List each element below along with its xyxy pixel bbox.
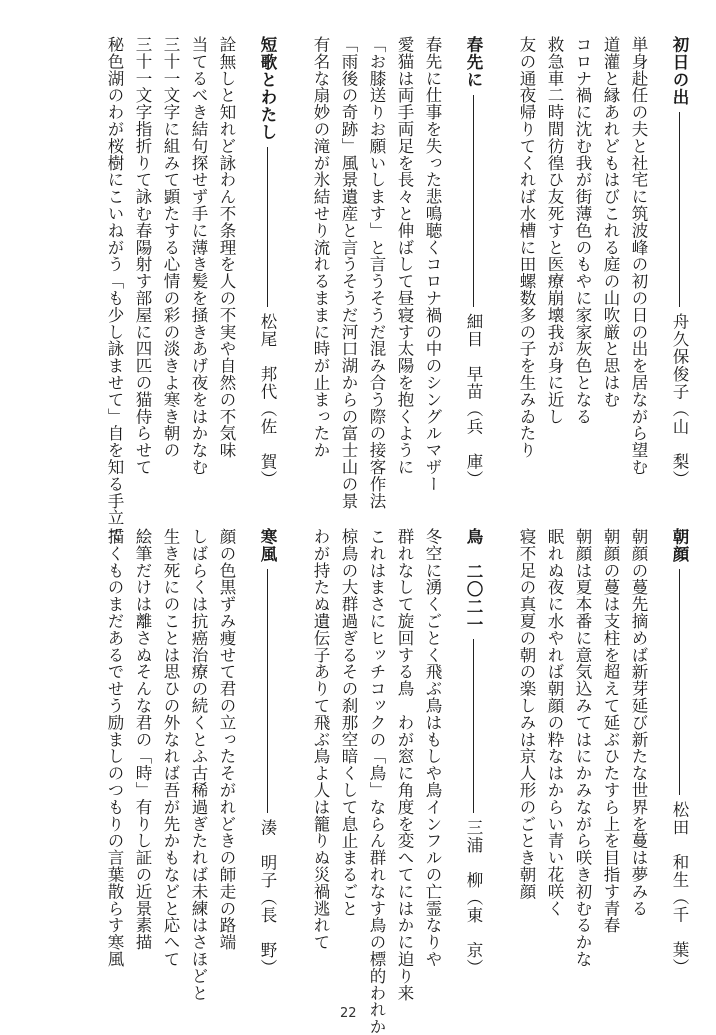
section-header	[460, 36, 486, 488]
poem-line: 生き死にのことは思ひの外なれば吾が先かもなどと応へて	[161, 528, 180, 968]
poem-line: 有名な扇妙の滝が氷結せり流れるままに時が止まったか	[311, 36, 330, 459]
section-title: 春先に	[464, 36, 483, 89]
section-header	[666, 528, 692, 976]
poem-line: 眠れぬ夜に水やれば朝顔の粋なはからい青い花咲く	[545, 528, 564, 917]
poem-line: 友の通夜帰りてくれば水槽に田螺数多の子を生みゐたり	[517, 36, 536, 459]
author-name: 細目 早苗（兵 庫）	[464, 313, 483, 488]
title-dash	[473, 639, 474, 813]
section-title: 寒風	[258, 528, 277, 563]
poem-line: 群れなして旋回する鳥 わが窓に角度を変へてにはかに迫り来	[395, 528, 414, 1002]
author-name: 湊 明子（長 野）	[258, 818, 277, 976]
poem-line: 顔の色黒ずみ痩せて君の立ったそがれどきの師走の路端	[217, 528, 236, 951]
poem-line: 単身赴任の夫と社宅に筑波峰の初の日の出を居ながら望む	[629, 36, 648, 476]
poem-lines	[100, 528, 240, 1002]
poem-line: 秘色湖のわが桜樹にこいねがう「も少し詠ませて」自を知る手立て	[105, 36, 124, 543]
top-half	[24, 36, 692, 543]
poem-line: これはまさにヒッチコックの「鳥」ならん群れなす鳥の標的われか	[367, 528, 386, 1035]
poem-line: 朝顔は夏本番に意気込みてはにかみながら咲き初むるかな	[573, 528, 592, 968]
section-title: 短歌とわたし	[258, 36, 277, 141]
section-header	[666, 36, 692, 488]
poem-line: わが持たぬ遺伝子ありて飛ぶ鳥よ人は籠りぬ災禍逃れて	[311, 528, 330, 951]
title-dash	[473, 95, 474, 308]
poem-line: 当てるべき結句探せず手に薄き髪を掻きあげ夜をはかなむ	[189, 36, 208, 476]
poem-line: 冬空に湧くごとく飛ぶ鳥はもしや鳥インフルの亡霊なりや	[423, 528, 442, 968]
poem-lines	[512, 36, 652, 488]
title-dash	[267, 147, 268, 307]
title-dash	[267, 569, 268, 813]
poem-lines	[306, 36, 446, 510]
section-title: 初日の出	[670, 36, 689, 106]
poem-line: 絵筆だけは離さぬそんな君の「時」有りし証の近景素描	[133, 528, 152, 951]
poem-line: 道灌と縁あれどもはびこれる庭の山吹厳と思はむ	[601, 36, 620, 408]
poem-line: 描くものまだあるでせう励ましのつもりの言葉散らす寒風	[105, 528, 124, 968]
poem-line: しばらくは抗癌治療の続くとふ古稀過ぎたれば未練はさほどと	[189, 528, 208, 1002]
section-header	[254, 528, 280, 976]
poem-line: 詮無しと知れど詠わん不条理を人の不実や自然の不気味	[217, 36, 236, 459]
title-dash	[679, 112, 680, 307]
poem-line: 三十一文字指折りて詠む春陽射す部屋に四匹の猫侍らせて	[133, 36, 152, 476]
author-name: 松田 和生（千 葉）	[670, 801, 689, 976]
poem-lines	[100, 36, 240, 543]
poem-line: 三十一文字に組みて顕たする心情の彩の淡きよ寒き朝の	[161, 36, 180, 459]
poem-line: 「お膝送りお願いします」と言うそうだ混み合う際の接客作法	[367, 36, 386, 510]
poem-line: 椋鳥の大群過ぎるその刹那空暗くして息止まるごと	[339, 528, 358, 917]
poem-line: 朝顔の蔓先摘めば新芽延び新たな世界を蔓は夢みる	[629, 528, 648, 917]
poem-section	[100, 36, 280, 543]
page-number: 22	[340, 1006, 357, 1021]
poem-line: 救急車二時間彷徨ひ友死すと医療崩壊我が身に近し	[545, 36, 564, 425]
author-name: 舟久保俊子（山 梨）	[670, 313, 689, 488]
section-title: 朝顔	[670, 528, 689, 563]
poem-line: 朝顔の蔓は支柱を超えて延ぶひたすら上を目指す青春	[601, 528, 620, 934]
section-header	[254, 36, 280, 488]
poem-section	[306, 36, 486, 510]
poem-section	[100, 528, 280, 1002]
poem-line: 春先に仕事を失った悲鳴聴くコロナ禍の中のシングルマザー	[423, 36, 442, 493]
poem-lines	[512, 528, 652, 976]
section-title: 鳥 二〇二一	[464, 528, 483, 633]
poem-line: 「雨後の奇跡」風景遺産と言うそうだ河口湖からの富士山の景	[339, 36, 358, 510]
title-dash	[679, 569, 680, 795]
poem-section	[512, 36, 692, 488]
poem-line: 寝不足の真夏の朝の楽しみは京人形のごとき朝顔	[517, 528, 536, 900]
poem-line: 愛猫は両手両足を長々と伸ばして昼寝す太陽を抱くように	[395, 36, 414, 476]
author-name: 三浦 柳（東 京）	[464, 818, 483, 976]
poem-section	[512, 528, 692, 976]
poem-line: コロナ禍に沈む我が街薄色のもやに家家灰色となる	[573, 36, 592, 425]
section-header	[460, 528, 486, 976]
author-name: 松尾 邦代（佐 賀）	[258, 313, 277, 488]
